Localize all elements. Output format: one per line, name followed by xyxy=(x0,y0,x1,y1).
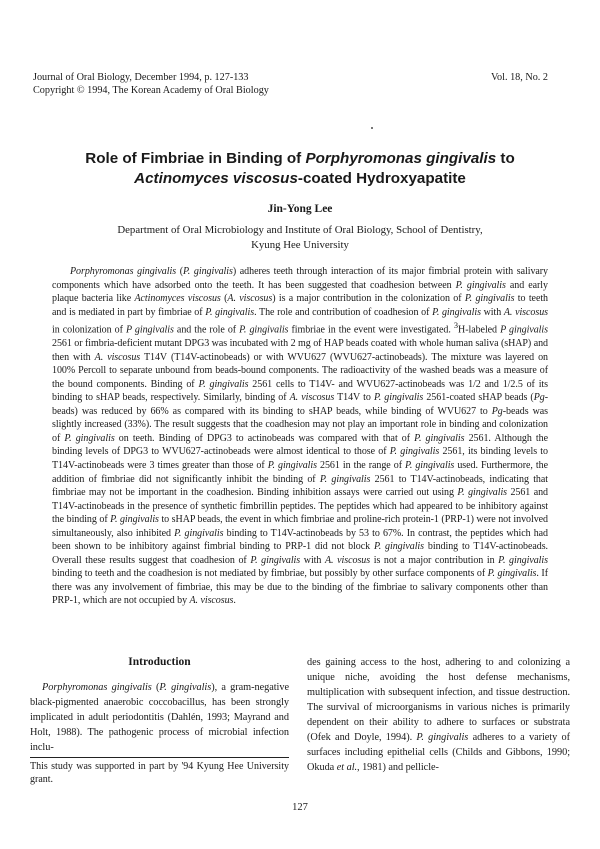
journal-line: Journal of Oral Biology, December 1994, p. 127-133 xyxy=(33,72,249,83)
intro-paragraph-left: Porphyromonas gingivalis (P. gingivalis), a gram-negative black-pigmented anaerobic coccobacillus, has been strongly implicated in adult periodontitis (Dahlén, 1993; Mayrand and Holt, 1988). The pathogenic process of microbial infection inclu- xyxy=(30,682,289,753)
author-name: Jin-Yong Lee xyxy=(267,203,333,215)
journal-citation xyxy=(33,71,269,97)
page-number: 127 xyxy=(292,802,308,813)
scan-speck xyxy=(371,127,373,129)
funding-footnote: This study was supported in part by '94 Kyung Hee University grant. xyxy=(30,761,289,785)
affiliation: Department of Oral Microbiology and Institute of Oral Biology, School of Dentistry, Kyung Hee University xyxy=(117,224,483,251)
section-heading-introduction: Introduction xyxy=(128,656,191,668)
volume-issue: Vol. 18, No. 2 xyxy=(491,72,548,83)
copyright-line: Copyright © 1994, The Korean Academy of Oral Biology xyxy=(33,85,269,96)
body-column-right xyxy=(307,655,570,775)
paper-title: Role of Fimbriae in Binding of Porphyromonas gingivalis to Actinomyces viscosus-coated Hydroxyapatite xyxy=(85,150,515,187)
body-column-left xyxy=(30,650,289,755)
intro-paragraph-right: des gaining access to the host, adhering to and colonizing a unique niche, avoiding the host defense mechanisms, multiplication with subsequent infection, and tissue destruction. The survival of microorganisms in various niches is primarily dependent on their ability to adhere to surfaces or substrata (Ofek and Doyle, 1994). P. gingivalis adheres to a variety of surfaces including epithelial cells (Childs and Gibbons, 1990; Okuda et al., 1981) and pellicle- xyxy=(307,657,570,773)
abstract: Porphyromonas gingivalis (P. gingivalis) adheres teeth through interaction of its major fimbrial protein with salivary components which have adsorbed onto the teeth. It has been suggested that coadhesion between P. gingivalis and early plaque bacteria like Actinomyces viscosus (A. viscosus) is a major contribution in the colonization of P. gingivalis to teeth and is mediated in part by fimbriae of P. gingivalis. The role and contribution of coadhesion of P. gingivalis with A. viscosus in colonization of P gingivalis and the role of P. gingivalis fimbriae in the event were investigated. $^3$H-labeled P gingivalis 2561 or fimbria-deficient mutant DPG3 was incubated with 2 mg of HAP beads coated with whole human saliva (sHAP) and then with A. viscosus T14V (T14V-actinobeads) or with WVU627 (WVU627-actinobeads). The mixture was layered on 100% Percoll to separate unbound from beads-bound components. The radioactivity of the washed beads was a measure of the bound components. Binding of P. gingivalis 2561 cells to T14V- and WVU627-actinobeads was 1/2 and 1/2.5 of its binding to sHAP beads, respectively. Similarly, binding of A. viscosus T14V to P. gingivalis 2561-coated sHAP beads (Pg-beads) was reduced by 66% as compared with its binding to sHAP beads, while binding of WVU627 to Pg-beads was slightly increased (33%). The result suggests that the coadhesion may not play an important role in binding and colonization of P. gingivalis on teeth. Binding of DPG3 to actinobeads was compared with that of P. gingivalis 2561. Although the binding levels of DPG3 to WVU627-actinobeads were almost identical to those of P. gingivalis 2561, its binding levels to T14V-actinobeads were 3 times greater than those of P. gingivalis 2561 in the range of P. gingivalis used. Furthermore, the addition of fimbriae did not significantly inhibit the binding of P. gingivalis 2561 to T14V-actinobeads, indicating that fimbriae may not be important in the coadhesion. Binding inhibition assays were carried out using P. gingivalis 2561 and T14V-actinobeads in the presence of synthetic fimbrillin peptides. The peptides which had appeared to be inhibitory against the binding of P. gingivalis to sHAP beads, the event in which fimbriae and proline-rich protein-1 (PRP-1) were not involved simultaneously, also inhibited P. gingivalis binding to T14V-actinobeads by 53 to 67%. In contrast, the peptides which had been shown to be inhibitory against fimbrial binding to PRP-1 did not block P. gingivalis binding to T14V-actinobeads. Overall these results suggest that coadhesion of P. gingivalis with A. viscosus is not a major contribution in P. gingivalis binding to teeth and the coadhesion is not mediated by fimbriae, but possibly by other surface components of P. gingivalis. If there was any involvement of fimbriae, this may be due to the binding of the fimbriae to salivary components other than PRP-1, which are not occupied by A. viscosus. xyxy=(52,266,549,607)
footnote-divider xyxy=(30,757,289,758)
